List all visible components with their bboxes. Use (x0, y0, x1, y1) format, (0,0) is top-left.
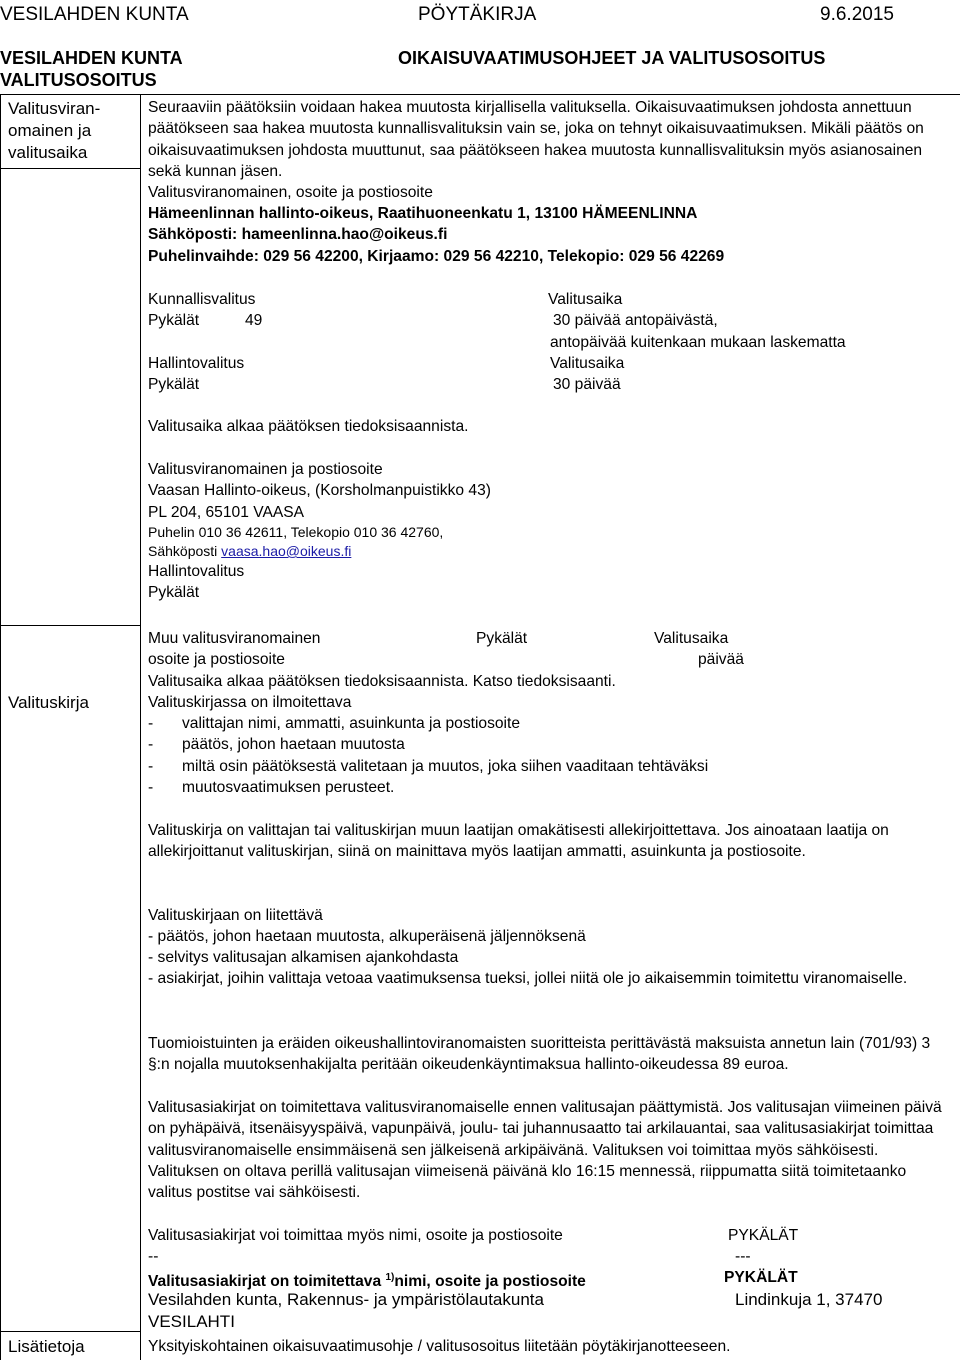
alt-delivery-dash-right: --- (735, 1248, 751, 1265)
authority-heading: Valitusviranomainen, osoite ja postiosoite (148, 184, 433, 201)
board-name: Vesilahden kunta, Rakennus- ja ympäristölautakunta (148, 1290, 544, 1309)
other-address: osoite ja postiosoite (148, 651, 285, 668)
label-row-divider (0, 625, 140, 626)
alt-delivery-sections: PYKÄLÄT (728, 1227, 799, 1244)
header-doc-type: PÖYTÄKIRJA (418, 4, 537, 25)
vaasa-heading: Valitusviranomainen ja postiosoite (148, 461, 383, 478)
court-address: Hämeenlinnan hallinto-oikeus, Raatihuoneenkatu 1, 13100 HÄMEENLINNA (148, 205, 698, 222)
label-row-divider (0, 168, 140, 169)
other-sections: Pykälät (476, 630, 528, 647)
list-item: - muutosvaatimuksen perusteet. (148, 777, 948, 798)
signing-paragraph: Valituskirja on valittajan tai valituskirjan muun laatijan omakätisesti allekirjoittettava. Jos ainoataan laatija on allekirjoittanut valituskirjan, siinä on mainittava myös laatijan ammatti, asuinkunta ja postiosoite. (148, 822, 889, 861)
vaasa-email-line: Sähköposti vaasa.hao@oikeus.fi (148, 543, 352, 559)
attachment-item: - asiakirjat, joihin valittaja vetoaa vaatimuksensa tueksi, jollei niitä ole jo aikaisemmin toimitettu viranomaiselle. (148, 970, 908, 987)
vaasa-sections: Pykälät (148, 584, 200, 601)
alt-delivery-dash: -- (148, 1248, 159, 1265)
other-days: päivää (698, 651, 744, 668)
sections-number: 49 (245, 312, 263, 329)
admin-appeal-label: Hallintovalitus (148, 355, 245, 372)
vaasa-postal: PL 204, 65101 VAASA (148, 504, 305, 521)
court-phone: Puhelinvaihde: 029 56 42200, Kirjaamo: 029 56 42210, Telekopio: 029 56 42269 (148, 248, 725, 265)
intro-paragraph: Seuraaviin päätöksiin voidaan hakea muutosta kirjallisella valituksella. Oikaisuvaatimuksen johdosta annettuun päätökseen saa hakea muutosta kunnallisvalituksin vain se, joka on tehnyt oikaisuvaatimuksen. Mikäli päätös on oikaisuvaatimuksen johdosta muuttunut, saa päätökseen hakea muutosta kunnallisvalituksin myös asianosainen sekä kunnan jäsen. (148, 99, 924, 180)
list-item: - miltä osin päätöksestä valitetaan ja muutos, joka siihen vaaditaan tehtäväksi (148, 756, 948, 777)
letter-requirements (148, 713, 948, 798)
header-org: VESILAHDEN KUNTA (0, 4, 189, 25)
attachments-heading: Valituskirjaan on liitettävä (148, 907, 323, 924)
appeal-period-value: 30 päivää antopäivästä, (553, 312, 718, 329)
must-deliver-text: Valitusasiakirjat on toimitettava $^{1)}$nimi, osoite ja postiosoite (148, 1272, 586, 1291)
appeal-period-note: antopäivää kuitenkaan mukaan laskematta (550, 334, 846, 351)
attachment-item: - päätös, johon haetaan muutosta, alkuperäisenä jäljennöksenä (148, 928, 586, 945)
alt-delivery-text: Valitusasiakirjat voi toimittaa myös nimi, osoite ja postiosoite (148, 1227, 563, 1244)
column-divider (140, 94, 141, 1360)
other-period: Valitusaika (654, 630, 729, 647)
label-more-info: Lisätietoja (8, 1337, 85, 1356)
delivery-paragraph: Valitusasiakirjat on toimitettava valitusviranomaiselle ennen valitusajan päättymistä. Jos valitusajan viimeinen päivä on pyhäpäivä, itsenäisyyspäivä, vapunpäivä, joulu- tai juhannusaatto tai arkilauantai, saa valitusasiakirjat toimittaa valitusviranomaiselle ensimmäisenä sen jälkeisenä arkipäivänä. Valituksen voi toimittaa myös sähköisesti. Valituksen on oltava perillä valitusajan viimeisenä päivänä klo 16:15 mennessä, riippumatta siitä toimitetaanko valitus postitse vai sähköisesti. (148, 1099, 942, 1202)
other-note: Valitusaika alkaa päätöksen tiedoksisaannista. Katso tiedoksisaanti. (148, 673, 616, 690)
must-deliver-sections: PYKÄLÄT (724, 1269, 798, 1286)
label-row-divider (0, 1331, 140, 1332)
appeal-period-value-2: 30 päivää (553, 376, 621, 393)
list-item: - päätös, johon haetaan muutosta (148, 734, 948, 755)
period-start-note: Valitusaika alkaa päätöksen tiedoksisaannista. (148, 418, 469, 435)
sections-label: Pykälät (148, 312, 200, 329)
court-email: Sähköposti: hameenlinna.hao@oikeus.fi (148, 226, 448, 243)
vaasa-phone: Puhelin 010 36 42611, Telekopio 010 36 42760, (148, 524, 444, 540)
vaasa-court: Vaasan Hallinto-oikeus, (Korsholmanpuistikko 43) (148, 482, 491, 499)
other-authority: Muu valitusviranomainen (148, 630, 321, 647)
vaasa-email-link[interactable]: vaasa.hao@oikeus.fi (221, 543, 352, 559)
left-rule (0, 94, 1, 1360)
fee-paragraph: Tuomioistuinten ja eräiden oikeushallintoviranomaisten suoritteista perittävästä maksuista annetun lain (701/93) 3 §:n nojalla muutoksenhakijalta peritään oikeudenkäyntimaksua hallinto-oikeudessa 89 euroa. (148, 1035, 931, 1074)
title-section: VALITUSOSOITUS (0, 70, 157, 90)
header-date: 9.6.2015 (820, 4, 894, 25)
board-address: Lindinkuja 1, 37470 (735, 1290, 883, 1309)
label-appeal-letter: Valituskirja (8, 693, 89, 712)
list-item: - valittajan nimi, ammatti, asuinkunta ja postiosoite (148, 713, 948, 734)
municipal-appeal-label: Kunnallisvalitus (148, 291, 256, 308)
more-info-text: Yksityiskohtainen oikaisuvaatimusohje / valitusosoitus liitetään pöytäkirjanotteeseen. (148, 1338, 731, 1355)
appeal-period-heading-2: Valitusaika (550, 355, 625, 372)
label-authority: Valitusviran- omainen ja valitusaika (8, 99, 101, 162)
page-title: OIKAISUVAATIMUSOHJEET JA VALITUSOSOITUS (398, 48, 826, 68)
top-rule (0, 94, 960, 95)
vaasa-appeal-type: Hallintovalitus (148, 563, 245, 580)
board-city: VESILAHTI (148, 1312, 235, 1331)
letter-heading: Valituskirjassa on ilmoitettava (148, 694, 352, 711)
title-org: VESILAHDEN KUNTA (0, 48, 183, 68)
attachment-item: - selvitys valitusajan alkamisen ajankohdasta (148, 949, 459, 966)
sections-label-2: Pykälät (148, 376, 200, 393)
appeal-period-heading: Valitusaika (548, 291, 623, 308)
